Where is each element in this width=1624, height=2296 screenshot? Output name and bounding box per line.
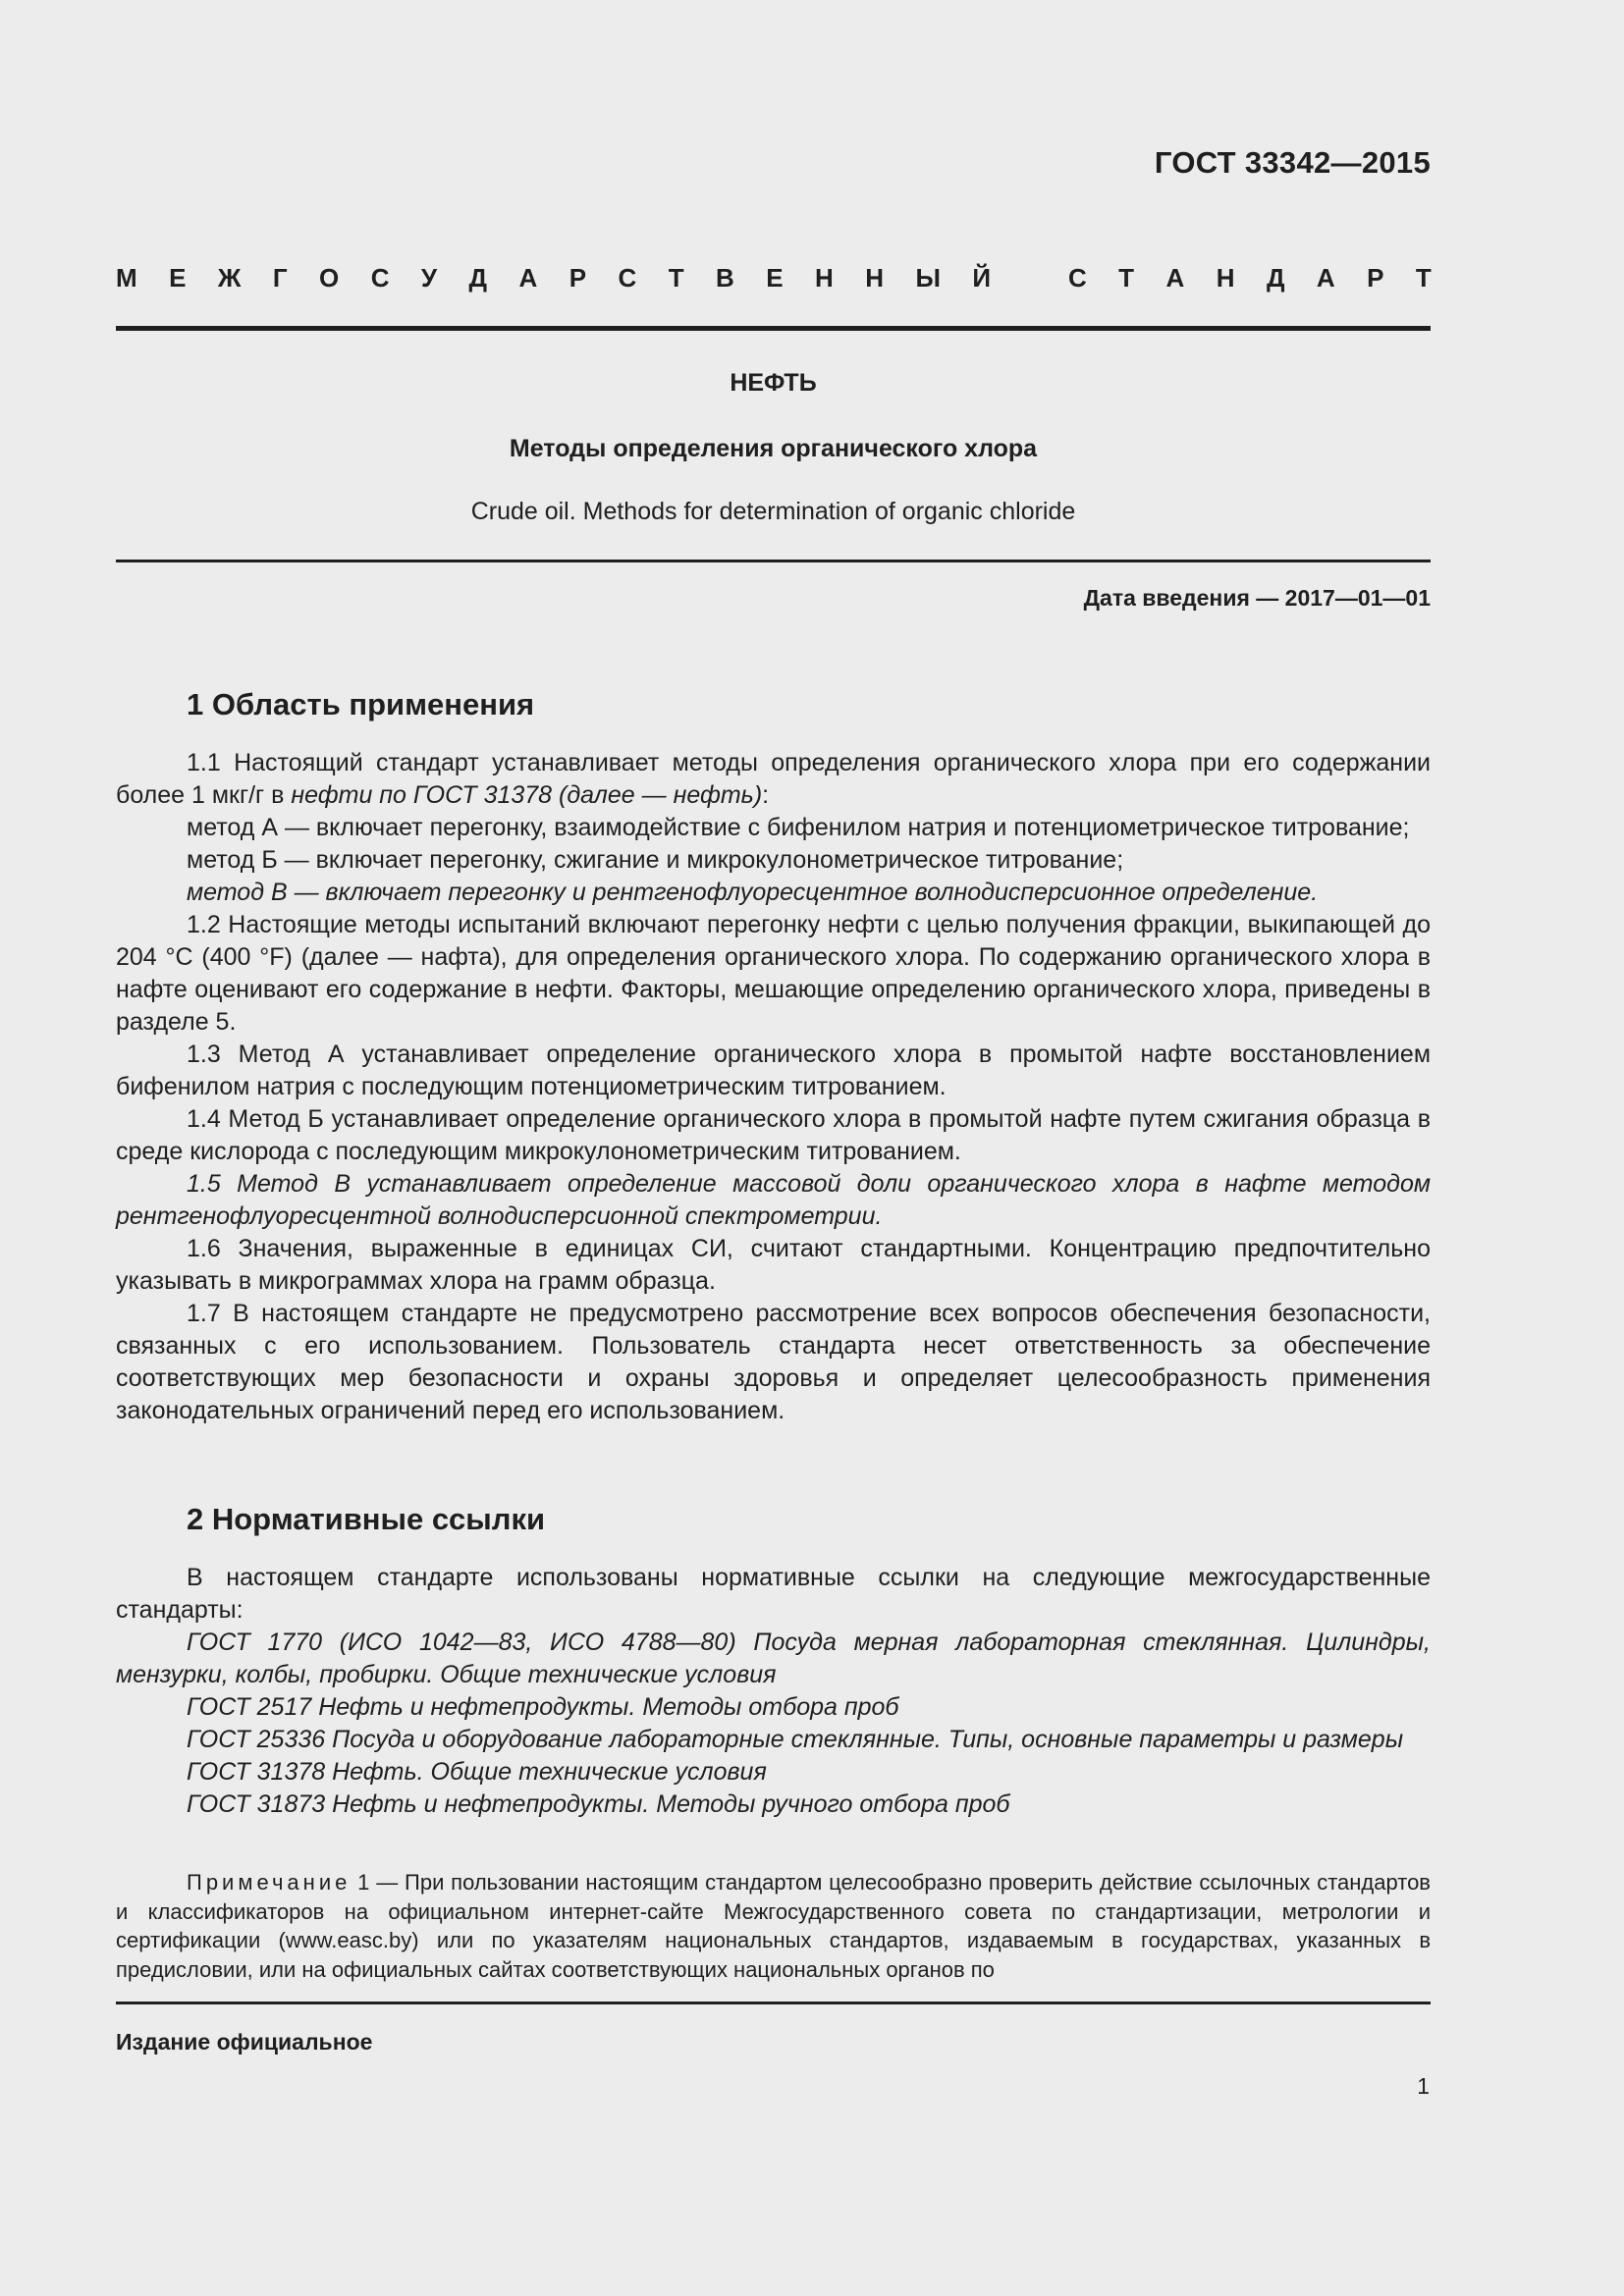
standard-type-letter: Е [169, 263, 187, 293]
standard-type-letter: У [420, 263, 438, 293]
standard-type-letter: Н [815, 263, 834, 293]
standard-type-letter: Т [1118, 263, 1135, 293]
standard-type-letter: С [618, 263, 637, 293]
method-v-item: метод В — включает перегонку и рентгенофлуоресцентное волнодисперсионное определение. [187, 879, 1319, 906]
reference-item: ГОСТ 1770 (ИСО 1042—83, ИСО 4788—80) Посуда мерная лабораторная стеклянная. Цилиндры, мензурки, колбы, пробирки. Общие технические условия [116, 1629, 1431, 1688]
paragraph-1-6: 1.6 Значения, выраженные в единицах СИ, считают стандартными. Концентрацию предпочтительно указывать в микрограммах хлора на грамм образца. [116, 1235, 1431, 1295]
standard-type-letter: Ы [915, 263, 941, 293]
effective-date: Дата введения — 2017—01—01 [1083, 585, 1431, 611]
standard-type-letter: Д [1266, 263, 1285, 293]
standard-type-letter: А [1165, 263, 1185, 293]
document-title-english: Crude oil. Methods for determination of organic chloride [470, 498, 1076, 525]
standard-type-letter: Д [468, 263, 488, 293]
paragraph-1-5: 1.5 Метод В устанавливает определение массовой доли органического хлора в нафте методом рентгенофлуоресцентной волнодисперсионной спектрометрии. [116, 1170, 1431, 1230]
section-scope-body [116, 747, 1431, 1427]
paragraph-1-2: 1.2 Настоящие методы испытаний включают перегонку нефти с целью получения фракции, выкипающей до 204 °С (400 °F) (далее — нафта), для определения органического хлора. По содержанию органического хлора в нафте оценивают его содержание в нефти. Факторы, мешающие определению органического хлора, приведены в разделе 5. [116, 911, 1431, 1036]
title-divider [116, 560, 1431, 562]
standard-type-letter: А [518, 263, 538, 293]
references-intro: В настоящем стандарте использованы нормативные ссылки на следующие межгосударственные стандарты: [116, 1564, 1431, 1624]
standard-type-letter: С [1067, 263, 1087, 293]
standard-type-letter: Т [1415, 263, 1432, 293]
method-a-item: метод А — включает перегонку, взаимодействие с бифенилом натрия и потенциометрическое титрование; [187, 814, 1410, 841]
reference-item: ГОСТ 2517 Нефть и нефтепродукты. Методы отбора проб [187, 1693, 899, 1721]
standard-type-letter: Й [972, 263, 992, 293]
official-edition-label: Издание официальное [116, 2029, 373, 2055]
standard-type-letter: Н [865, 263, 885, 293]
document-number: ГОСТ 33342—2015 [1154, 145, 1431, 180]
paragraph-1-4: 1.4 Метод Б устанавливает определение органического хлора в промытой нафте путем сжигания образца в среде кислорода с последующим микрокулонометрическим титрованием. [116, 1105, 1431, 1165]
standard-type-letter: Г [272, 263, 288, 293]
paragraph-1-3: 1.3 Метод А устанавливает определение органического хлора в промытой нафте восстановлением бифенилом натрия с последующим потенциометрическим титрованием. [116, 1041, 1431, 1100]
reference-item: ГОСТ 31873 Нефть и нефтепродукты. Методы ручного отбора проб [187, 1790, 1010, 1818]
document-title: НЕФТЬ [730, 369, 817, 397]
header-divider [116, 326, 1431, 331]
standard-type-letter: Е [766, 263, 784, 293]
paragraph-1-1: 1.1 Настоящий стандарт устанавливает методы определения органического хлора при его содержании более 1 мкг/г в нефти по ГОСТ 31378 (далее — нефть): [116, 749, 1431, 809]
standard-type-label [116, 263, 1432, 294]
standard-type-letter: Р [568, 263, 587, 293]
note-paragraph [116, 1868, 1431, 1984]
section-heading-scope: 1 Область применения [187, 687, 535, 721]
standard-type-letter: О [319, 263, 340, 293]
standard-type-letter: С [370, 263, 390, 293]
standard-type-letter: А [1316, 263, 1335, 293]
footer-divider [116, 2002, 1431, 2004]
reference-item: ГОСТ 31378 Нефть. Общие технические условия [187, 1758, 767, 1786]
standard-type-letter: М [116, 263, 137, 293]
standard-type-letter: Ж [217, 263, 242, 293]
standard-type-letter: Н [1216, 263, 1235, 293]
section-heading-references: 2 Нормативные ссылки [187, 1502, 546, 1536]
standard-type-letter [1023, 263, 1037, 294]
page-number: 1 [1417, 2073, 1430, 2099]
note-label: Примечание [187, 1870, 352, 1895]
standard-type-letter: Р [1367, 263, 1384, 293]
paragraph-1-7: 1.7 В настоящем стандарте не предусмотрено рассмотрение всех вопросов обеспечения безопасности, связанных с его использованием. Пользователь стандарта несет ответственность за обеспечение соответствующих мер безопасности и охраны здоровья и определяет целесообразность применения законодательных ограничений перед его использованием. [116, 1300, 1431, 1424]
document-subtitle: Методы определения органического хлора [509, 435, 1038, 462]
reference-item: ГОСТ 25336 Посуда и оборудование лабораторные стеклянные. Типы, основные параметры и размеры [187, 1726, 1404, 1753]
method-b-item: метод Б — включает перегонку, сжигание и микрокулонометрическое титрование; [187, 846, 1124, 874]
standard-type-letter: В [716, 263, 734, 293]
note-text: 1 — При пользовании настоящим стандартом целесообразно проверить действие ссылочных стандартов и классификаторов на официальном интернет-сайте Межгосударственного совета по стандартизации, метрологии и сертификации (www.easc.by) или по указателям национальных стандартов, издаваемым в государствах, указанных в предисловии, или на официальных сайтах соответствующих национальных органов по [116, 1870, 1431, 1982]
standard-type-letter: Т [668, 263, 684, 293]
section-references-body [116, 1562, 1431, 1821]
